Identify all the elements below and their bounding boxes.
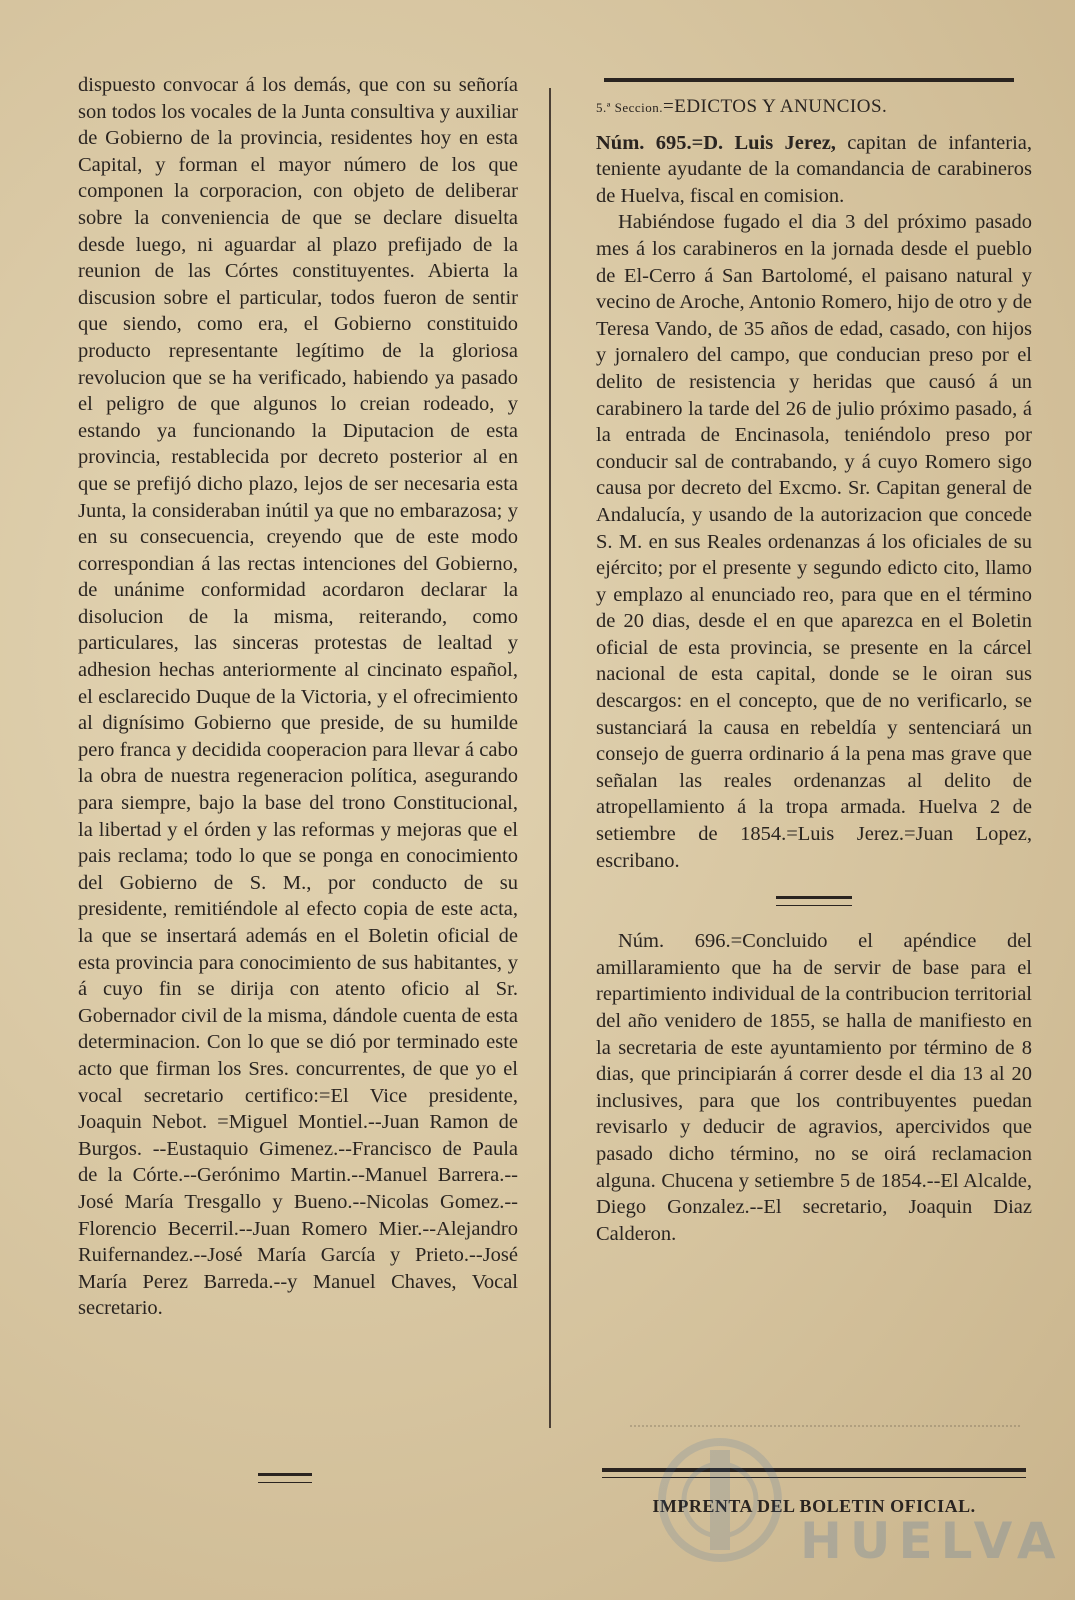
entry-695-heading-rest: capitan de infanteria, teniente ayudante de la comandancia de carabineros de Huelva, fiscal en comision. [596,131,1032,207]
section-prefix: 5.ª Seccion. [596,100,663,115]
right-column [596,72,1032,1247]
left-end-ornament [258,1473,312,1483]
entry-695-body: Habiéndose fugado el dia 3 del próximo pasado mes á los carabineros en la jornada desde el pueblo de El-Cerro á San Bartolomé, el paisano natural y vecino de Aroche, Antonio Romero, hijo de otro y de Teresa Vando, de 35 años de edad, casado, con hijos y jornalero del campo, que conducian preso por el delito de resistencia y heridas que causó á un carabinero la tarde del 26 de julio próximo pasado, á la entrada de Encinasola, teniéndolo preso por conducir sal de contrabando, y á cuyo Romero sigo causa por decreto del Excmo. Sr. Capitan general de Andalucía, y usando de la autorizacion que concede S. M. en sus Reales ordenanzas á los oficiales de su ejército; por el presente y segundo edicto cito, llamo y emplazo al enunciado reo, para que en el término de 20 dias, desde el en que aparezca en el Boletin oficial de esta provincia, se presente en la cárcel nacional de esta capital, donde se le oiran sus descargos: en el concepto, que de no verificarlo, se sustanciará la causa en rebeldía y sentenciará un consejo de guerra ordinario á la pena mas grave que señalan las reales ordenanzas al delito de atropellamiento á la tropa armada. Huelva 2 de setiembre de 1854.=Luis Jerez.=Juan Lopez, escribano. [596,211,1032,872]
huelva-watermark-text: HUELVA [800,1512,1064,1570]
section-title: =EDICTOS Y ANUNCIOS. [663,96,888,117]
top-rule [604,78,1014,82]
entry-696-text: Núm. 696.=Concluido el apéndice del amillaramiento que ha de servir de base para el repartimiento individual de la contribucion territorial del año venidero de 1855, se halla de manifiesto en la secretaria de este ayuntamiento por término de 8 dias, que principiarán á correr desde el dia 13 al 20 inclusives, para que los contribuyentes puedan revisarlo y deducir de agravios, apercividos que pasado dicho término, no se oirá reclamacion alguna. Chucena y setiembre 5 de 1854.--El Alcalde, Diego Gonzalez.--El secretario, Joaquin Diaz Calderon. [596,930,1032,1245]
acta-text: dispuesto convocar á los demás, que con su señoría son todos los vocales de la Junta consultiva y auxiliar de Gobierno de la provincia, residentes hoy en esta Capital, y forman el mayor número de los que componen la corporacion, con objeto de deliberar sobre la conveniencia de que se declare disuelta desde luego, ni aguardar al plazo prefijado de la reunion de las Córtes constituyentes. Abierta la discusion sobre el particular, todos fueron de sentir que siendo, como era, el Gobierno constituido producto representante legítimo de la gloriosa revolucion que se ha verificado, habiendo ya pasado el peligro de que algunos lo creian rodeado, y estando ya funcionando la Diputacion de esta provincia, restablecida por decreto posterior al en que se prefijó dicho plazo, lejos de ser necesaria esta Junta, la consideraban inútil ya que no embarazosa; y en su consecuencia, creyendo que de este modo correspondian á las rectas intenciones del Gobierno, de unánime conformidad acordaron declarar la disolucion de la misma, reiterando, como particulares, las sinceras protestas de lealtad y adhesion hechas anteriormente al cincinato español, el esclarecido Duque de la Victoria, y el ofrecimiento al dignísimo Gobierno que preside, de su humilde pero franca y decidida cooperacion para llevar á cabo la obra de nuestra regeneracion política, asegurando para siempre, bajo la base del trono Constitucional, la libertad y el órden y las reformas y mejoras que el pais reclama; todo lo que se ponga en conocimiento del Gobierno de S. M., por conducto de su presidente, remitiéndole al efecto copia de este acta, la que se insertará además en el Boletin oficial de esta provincia para conocimiento de sus habitantes, y á cuyo fin se dirija con atento oficio al Sr. Gobernador civil de la misma, dándole cuenta de esta determinacion. Con lo que se dió por terminado este acto que firman los Sres. concurrentes, de que yo el vocal secretario certifico:=El Vice presidente, Joaquin Nebot. =Miguel Montiel.--Juan Ramon de Burgos. --Eustaquio Gimenez.--Francisco de Paula de la Córte.--Gerónimo Martin.--Manuel Barrera.--José María Tresgallo y Bueno.--Nicolas Gomez.--Florencio Becerril.--Juan Romero Mier.--Alejandro Ruifernandez.--José María García y Prieto.--José María Perez Barreda.--y Manuel Chaves, Vocal secretario. [78,74,518,1320]
section-heading [596,94,1032,122]
entry-695-heading [596,130,1032,210]
imprenta-footer: IMPRENTA DEL BOLETIN OFICIAL. [652,1496,976,1516]
entry-695-title: Núm. 695.=D. Luis Jerez, [596,131,836,154]
left-column [78,72,518,1322]
column-divider [549,88,551,1428]
entry-separator-ornament [776,896,852,906]
